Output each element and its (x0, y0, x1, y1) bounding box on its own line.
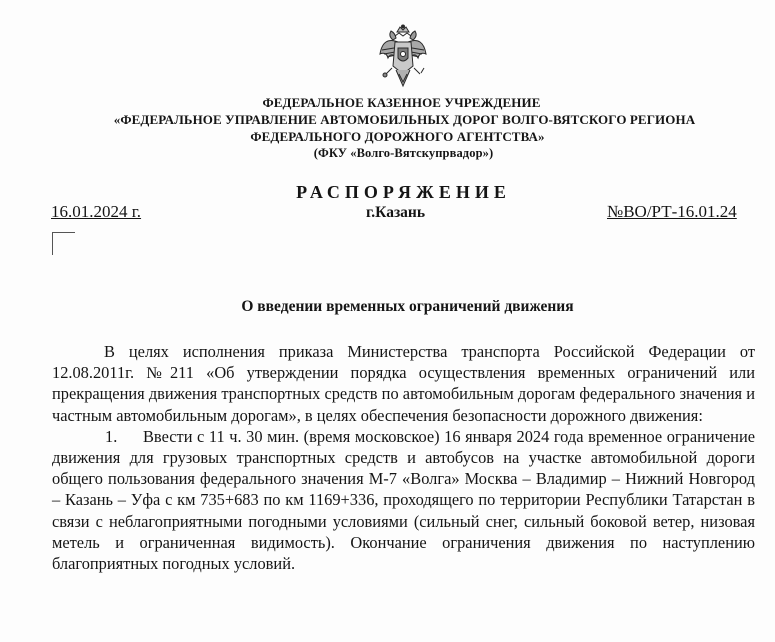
org-line-2: «ФЕДЕРАЛЬНОЕ УПРАВЛЕНИЕ АВТОМОБИЛЬНЫХ ДОРОГ ВОЛГО-ВЯТСКОГО РЕГИОНА (113, 112, 696, 127)
coat-of-arms-icon (378, 24, 428, 90)
document-body (52, 341, 755, 574)
org-line-1: ФЕДЕРАЛЬНОЕ КАЗЕННОЕ УЧРЕЖДЕНИЕ (262, 95, 541, 110)
document-title: РАСПОРЯЖЕНИЕ (296, 182, 511, 202)
org-abbreviation: (ФКУ «Волго-Вятскупрвадор») (313, 146, 494, 160)
org-line-3: ФЕДЕРАЛЬНОГО ДОРОЖНОГО АГЕНТСТВА» (250, 129, 545, 144)
list-item (52, 426, 755, 574)
document-subject: О введении временных ограничений движения (241, 298, 574, 315)
order-city: г.Казань (366, 204, 426, 221)
item-number: 1. (105, 426, 118, 446)
corner-bracket (52, 232, 75, 255)
order-date: 16.01.2024 г. (51, 202, 142, 221)
item-text: Ввести с 11 ч. 30 мин. (время московское) 16 января 2024 года временное ограничение движения для грузовых транспортных средств и автобусов на участке автомобильной дороги общего пользования федерального значения М-7 «Волга» Москва – Владимир – Нижний Новгород – Казань – Уфа с км 735+683 по км 1169+336, проходящего по территории Республики Татарстан в связи с неблагоприятными погодными условиями (сильный снег, сильный боковой ветер, низовая метель и ограниченная видимость). Окончание ограничения движения по наступлению благоприятных погодных условий. (52, 426, 755, 574)
order-number: №ВО/РТ-16.01.24 (607, 202, 737, 221)
preamble-paragraph: В целях исполнения приказа Министерства транспорта Российской Федерации от 12.08.2011г. №211 «Об утверждении порядка осуществления временных ограничений или прекращения движения транспортных средств по автомобильным дорогам федерального значения и частным автомобильным дорогам», в целях обеспечения безопасности дорожного движения: (52, 342, 755, 425)
organization-header (0, 94, 775, 162)
